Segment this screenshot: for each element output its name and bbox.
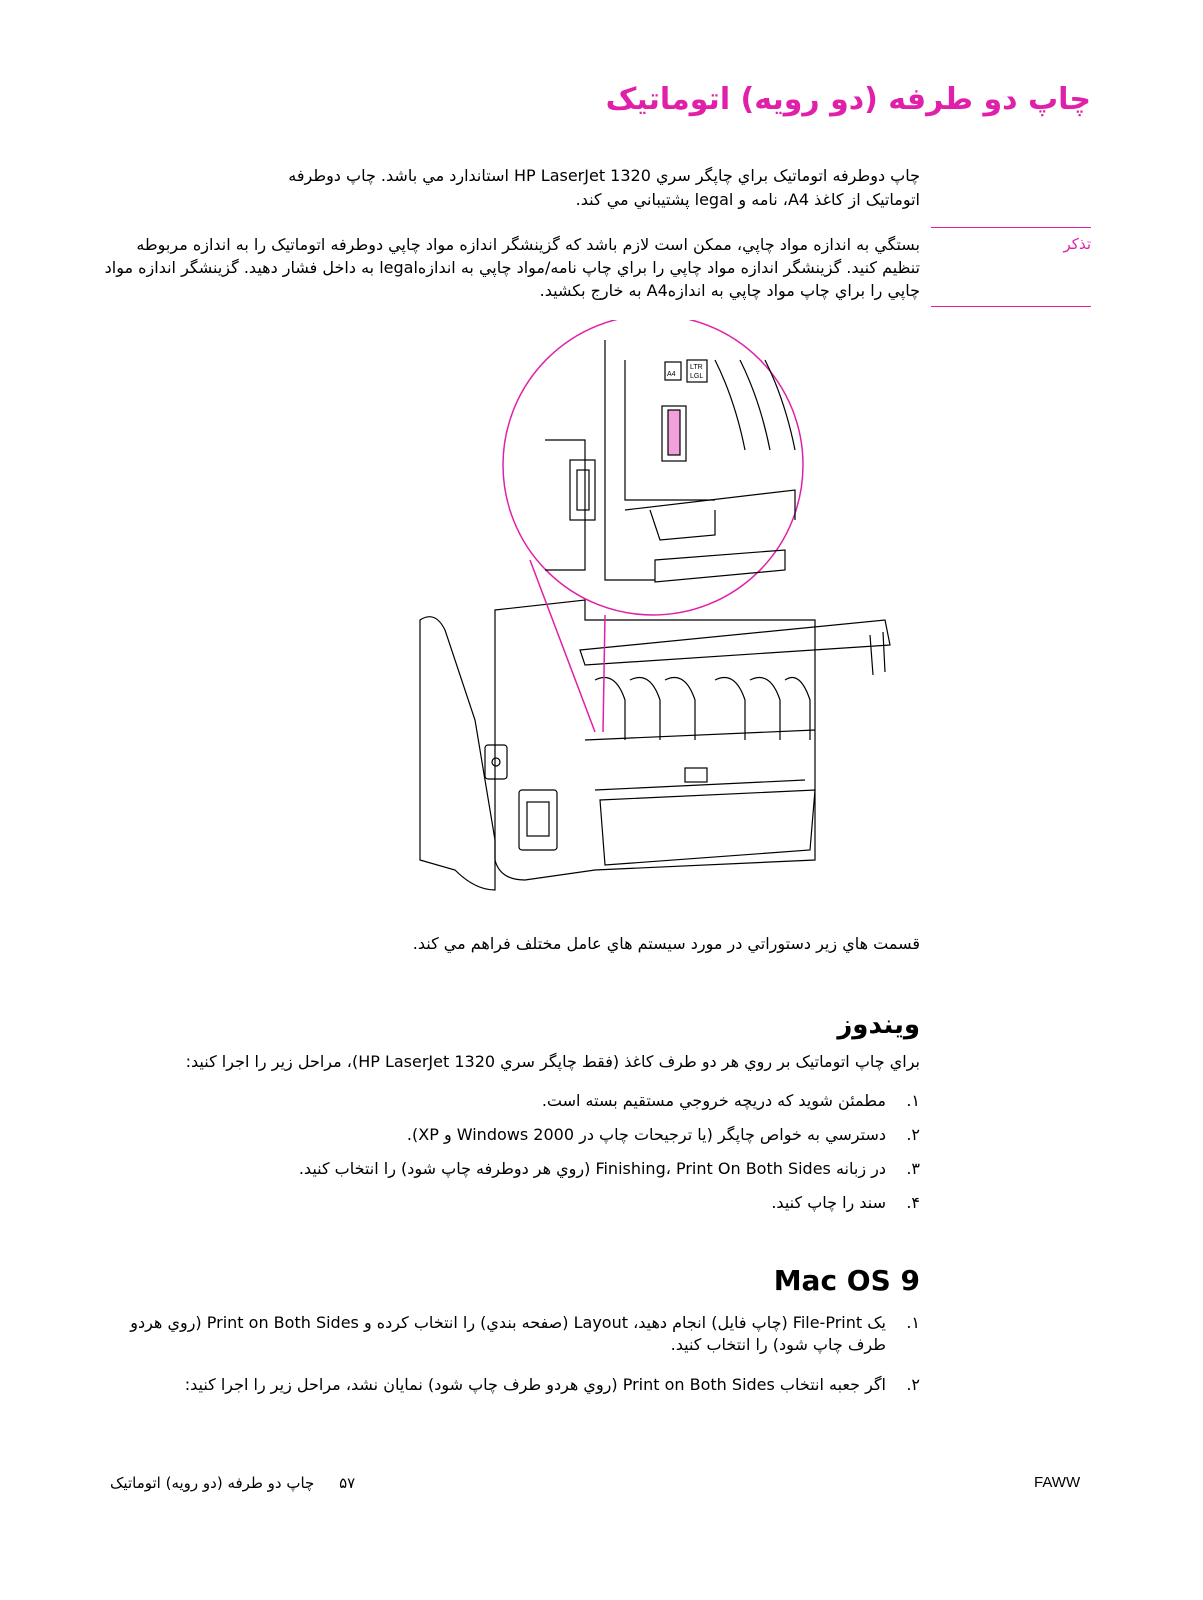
- label-lgl: LGL: [690, 373, 704, 380]
- printer-back-body: [495, 600, 815, 880]
- footer-page-number: ۵۷: [339, 1474, 356, 1492]
- detail-callout-circle: [503, 320, 803, 615]
- list-item: [100, 1124, 920, 1146]
- size-selector-highlight: [668, 410, 680, 455]
- step-text: مطمئن شويد که دريچه خروجي مستقيم بسته است.: [541, 1091, 886, 1110]
- step-number: ١.: [906, 1313, 920, 1332]
- power-switch: [485, 745, 507, 779]
- step-number: ۴.: [906, 1193, 920, 1212]
- duplex-door: [580, 620, 890, 665]
- intro-paragraph: چاپ دوطرفه اتوماتيک براي چاپگر سري HP LaserJet 1320 استاندارد مي باشد. چاپ دوطرفه اتوماتيک از کاغذ A4، نامه و legal پشتيباني مي کند.: [288, 166, 920, 209]
- step-number: ١.: [906, 1091, 920, 1110]
- page-title: چاپ دو طرفه (دو رويه) اتوماتيک: [605, 82, 1091, 117]
- list-item: [100, 1374, 920, 1396]
- step-text: اگر جعبه انتخاب Print on Both Sides (روي هردو طرف چاپ شود) نمايان نشد، مراحل زير را اجرا کنيد:: [184, 1375, 886, 1394]
- label-a4: A4: [667, 371, 676, 378]
- step-number: ٢.: [906, 1125, 920, 1144]
- windows-heading: ويندوز: [837, 1010, 920, 1040]
- note-rule-top: [931, 227, 1091, 228]
- note-rule-bottom: [931, 306, 1091, 307]
- printer-side-panel: [420, 617, 495, 890]
- label-ltr: LTR: [690, 364, 703, 371]
- windows-lead: براي چاپ اتوماتيک بر روي هر دو طرف کاغذ (فقط چاپگر سري HP LaserJet 1320)، مراحل زير را اجرا کنيد:: [185, 1052, 920, 1071]
- list-item: [100, 1312, 920, 1356]
- figure-caption: قسمت هاي زير دستوراتي در مورد سيستم هاي عامل مختلف فراهم مي کند.: [412, 934, 920, 953]
- list-item: [100, 1158, 920, 1180]
- list-item: [100, 1090, 920, 1112]
- list-item: [100, 1192, 920, 1214]
- duplex-printer-illustration: [415, 320, 915, 910]
- step-number: ٢.: [906, 1375, 920, 1394]
- mac-steps: [100, 1312, 920, 1414]
- windows-steps: [100, 1090, 920, 1226]
- step-text: يک File-Print (چاپ فايل) انجام دهيد، Layout (صفحه بندي) را انتخاب کرده و Print on Both Sides (روي هردو طرف چاپ شود) را انتخاب کنيد.: [130, 1313, 886, 1354]
- footer-page-info: [90, 1474, 355, 1492]
- note-label: تذکر: [1063, 235, 1091, 253]
- step-text: دسترسي به خواص چاپگر (يا ترجيحات چاپ در Windows 2000 و XP).: [406, 1125, 886, 1144]
- note-text: بستگي به اندازه مواد چاپي، ممکن است لازم باشد که گزينشگر اندازه مواد چاپي دوطرفه اتوماتيک را به اندازه مربوطه تنظيم کنيد. گزينشگر اندازه مواد چاپي را براي چاپ نامه/مواد چاپي به اندازهlegal به داخل فشار دهيد. گزينشگر اندازه مواد چاپي را براي چاپ مواد چاپي به اندازهA4 به خارج بکشيد.: [104, 235, 920, 300]
- footer-section-title: چاپ دو طرفه (دو رويه) اتوماتيک: [110, 1474, 315, 1492]
- step-number: ٣.: [906, 1159, 920, 1178]
- step-text: در زبانه Finishing، Print On Both Sides (روي هر دوطرفه چاپ شود) را انتخاب کنيد.: [298, 1159, 886, 1178]
- power-socket: [519, 790, 557, 850]
- footer-doc-code: FAWW: [1034, 1474, 1081, 1491]
- mac-heading: Mac OS 9: [773, 1264, 920, 1297]
- step-text: سند را چاپ کنيد.: [771, 1193, 886, 1212]
